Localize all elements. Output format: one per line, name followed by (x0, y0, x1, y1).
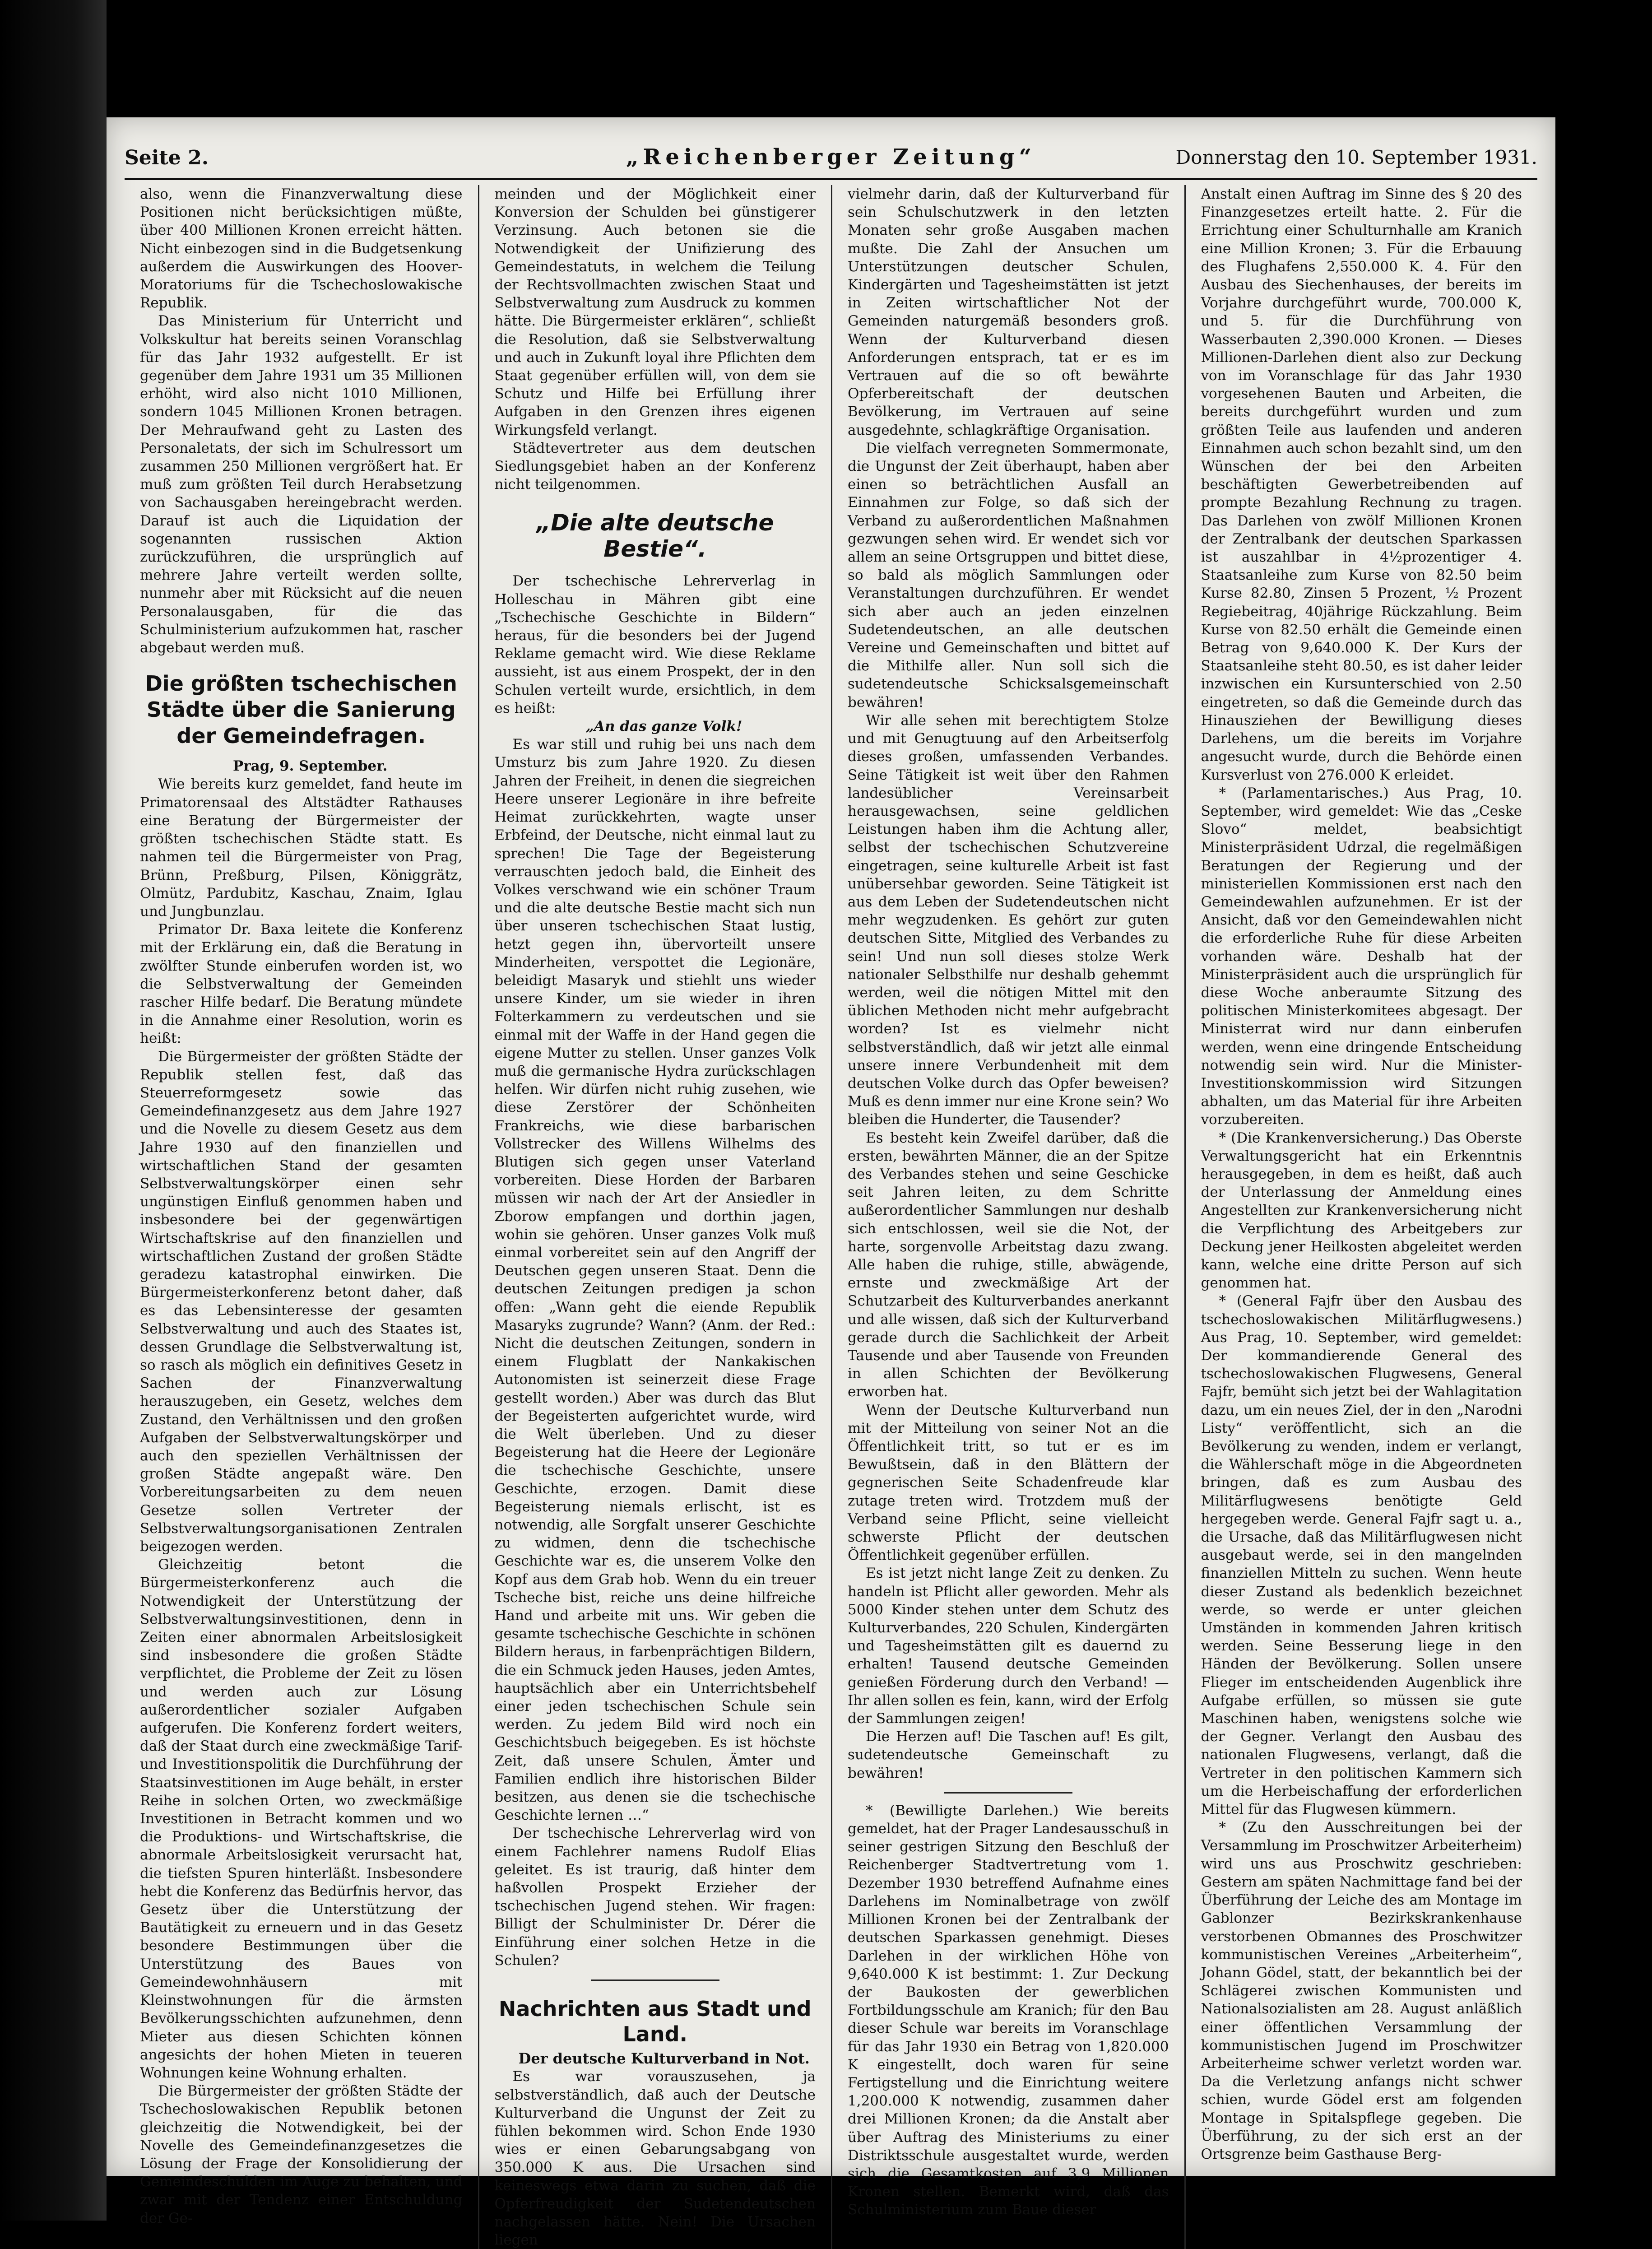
article-columns (125, 185, 1537, 2249)
issue-date: Donnerstag den 10. September 1931. (1175, 146, 1537, 168)
section-divider (944, 1792, 1072, 1794)
column-3 (831, 185, 1184, 2249)
quote-title: „An das ganze Volk! (586, 718, 742, 735)
section-heading-local-news: Nachrichten aus Stadt und Land. (498, 1997, 812, 2047)
column-2 (478, 185, 831, 2249)
column-4 (1184, 185, 1538, 2249)
paragraph: Die Bürgermeister der größten Städte der Tschechoslowakischen Republik betonen gleichzeitig die Notwendigkeit, bei der Novelle des Gemeindefinanzgesetzes die Lösung der Frage der Konsolidierung der Gemeindeschulden im Auge zu behalten, und zwar mit der Tendenz einer Entschuldung der Ge- (140, 2083, 463, 2226)
news-item: * (Bewilligte Darlehen.) Wie bereits gemeldet, hat der Prager Landesausschuß in seiner gestrigen Sitzung den Beschluß der Reichenberger Stadtvertretung vom 1. Dezember 1930 betreffend Aufnahme eines Darlehens im Nominalbetrage von zwölf Millionen Kronen bei der Zentralbank der deutschen Sparkassen genehmigt. Dieses Darlehen in der wirklichen Höhe von 9,640.000 K ist bestimmt: 1. Zur Deckung der Baukosten der gewerblichen Fortbildungsschule am Kranich; für den Bau dieser Schule war bereits im Voranschlage für das Jahr 1930 ein Betrag von 1,820.000 K eingestellt, doch waren für seine Fertigstellung und die Einrichtung weitere 1,200.000 K notwendig, zusammen daher drei Millionen Kronen; da die Anstalt aber über Auftrag des Ministeriums zu einer Distriktsschule ausgestaltet wurde, werden sich die Gesamtkosten auf 3,9 Millionen Kronen stellen. Bemerkt wird, daß das Schulministerium zum Baue dieser (848, 1802, 1169, 2218)
paragraph: Die vielfach verregneten Sommermonate, die Ungunst der Zeit überhaupt, haben aber einen so beträchtlichen Ausfall an Einnahmen zur Folge, so daß sich der Verband zu außerordentlichen Maßnahmen gezwungen sehen wird. Er wendet sich vor allem an seine Ortsgruppen und bittet diese, so bald als möglich Sammlungen oder Veranstaltungen durchzuführen. Er wendet sich aber auch an jeden einzelnen Sudetendeutschen, an alle deutschen Vereine und Gemeinschaften und bittet auf die Mithilfe aller. Nun soll sich die sudetendeutsche Schicksalsgemeinschaft bewähren! (848, 440, 1169, 711)
paragraph: Wie bereits kurz gemeldet, fand heute im Primatorensaal des Altstädter Rathauses eine Beratung der Bürgermeister der größten tschechischen Städte statt. Es nahmen teil die Bürgermeister von Prag, Brünn, Preßburg, Pilsen, Königgrätz, Olmütz, Pardubitz, Kaschau, Znaim, Iglau und Jungbunzlau. (140, 776, 463, 920)
paragraph: Es war vorauszusehen, ja selbstverständlich, daß auch der Deutsche Kulturverband die Ungunst der Zeit zu fühlen bekommen wird. Schon Ende 1930 wies er einen Gebarungsabgang von 350.000 K aus. Die Ursachen sind keineswegs etwa darin zu suchen, daß die Opferfreudigkeit der Sudetendeutschen nachgelassen hätte. Nein! Die Ursachen liegen (494, 2068, 816, 2249)
paragraph: Wir alle sehen mit berechtigtem Stolze und mit Genugtuung auf den Arbeitserfolg dieses großen, umfassenden Verbandes. Seine Tätigkeit ist weit über den Rahmen landesüblicher Vereinsarbeit herausgewachsen, seine geldlichen Leistungen haben ihm die Achtung aller, selbst der tschechischen Schutzvereine eingetragen, seine kulturelle Arbeit ist fast unübersehbar geworden. Seine Tätigkeit ist aus dem Leben der Sudetendeutschen nicht mehr wegzudenken. Es gehört zur guten deutschen Sitte, Mitglied des Verbandes zu sein! Und nun soll dieses stolze Werk nationaler Selbsthilfe nur deshalb gehemmt werden, weil die nötigen Mittel mit den üblichen Methoden nicht mehr aufgebracht worden? Ist es vielmehr nicht selbstverständlich, daß wir jetzt alle einmal unsere innere Verbundenheit mit dem deutschen Volke durch das Opfer beweisen? Muß es denn immer nur eine Krone sein? Wo bleiben die Hunderter, die Tausender? (848, 712, 1169, 1128)
paragraph: Die Herzen auf! Die Taschen auf! Es gilt, sudetendeutsche Gemeinschaft zu bewähren! (848, 1729, 1169, 1781)
paragraph: Es ist jetzt nicht lange Zeit zu denken. Zu handeln ist Pflicht aller geworden. Mehr als 5000 Kinder stehen unter dem Schutz des Kulturverbandes, 220 Schulen, Kindergärten und Tagesheimstätten gilt es dauernd zu erhalten! Tausend deutsche Gemeinden genießen Förderung durch den Verband! — Ihr allen sollen es fein, kann, wird der Erfolg der Sammlungen zeigen! (848, 1565, 1169, 1727)
news-item: * (General Fajfr über den Ausbau des tschechoslowakischen Militärflugwesens.) Aus Prag, 10. September, wird gemeldet: Der kommandierende General des tschechoslowakischen Flugwesens, General Fajfr, bemüht sich jetzt bei der Wahlagitation dazu, um ein neues Ziel, der in den „Narodni Listy“ veröffentlicht, sich an die Bevölkerung zu wenden, indem er verlangt, die Wählerschaft möge in die Abgeordneten bringen, daß es zum Ausbau des Militärflugwesens benötigte Geld hergegeben werde. General Fajfr sagt u. a., die Ursache, daß das Militärflugwesen nicht ausgebaut werde, sei in den mangelnden finanziellen Mitteln zu suchen. Wenn heute dieser Zustand als bedenklich bezeichnet werde, so werde er unter gleichen Umständen in kommenden Jahren kritisch werden. Seine Besserung liege in den Händen der Bevölkerung. Sollen unsere Flieger im entscheidenden Augenblick ihre Aufgabe erfüllen, so müssen sie gute Maschinen haben, wenigstens solche wie der Gegner. Verlangt den Ausbau des nationalen Flugwesens, verlangt, daß die Vertreter in den politischen Kammern sich um die Herbeischaffung der erforderlichen Mittel für das Flugwesen kümmern. (1201, 1293, 1522, 1818)
paragraph: Anstalt einen Auftrag im Sinne des § 20 des Finanzgesetzes erteilt hatte. 2. Für die Errichtung einer Schulturnhalle am Kranich eine Million Kronen; 3. Für die Erbauung des Flughafens 2,550.000 K. 4. Für den Ausbau des Siechenhauses, der bereits im Vorjahre durchgeführt wurde, 700.000 K, und 5. für die Durchführung von Wasserbauten 2,390.000 Kronen. — Dieses Millionen-Darlehen dient also zur Deckung von im Voranschlage für das Jahr 1930 vorgesehenen Bauten und Arbeiten, die bereits durchgeführt wurden und zum größten Teile aus laufenden und anderen Einnahmen auch schon bezahlt sind, um den Wünschen der bei den Arbeiten beschäftigten Gewerbetreibenden auf prompte Bezahlung Rechnung zu tragen. Das Darlehen von zwölf Millionen Kronen der Zentralbank der deutschen Sparkassen ist auszahlbar in 4½prozentiger 4. Staatsanleihe zum Kurse von 82.50 beim Kurse 82.80, Zinsen 5 Prozent, ½ Prozent Regiebeitrag, 40jährige Rückzahlung. Beim Kurse von 82.50 erhält die Gemeinde einen Betrag von 9,640.000 K. Der Kurs der Staatsanleihe steht 80.50, es ist daher leider inzwischen ein Kursunterschied von 2.50 eingetreten, so daß die Gemeinde durch das Hinausziehen der Bewilligung dieses Darlehens, um die bereits im Vorjahre angesucht wurde, durch die Behörde einen Kursverlust von 276.000 K erleidet. (1201, 186, 1522, 783)
news-item: * (Zu den Ausschreitungen bei der Versammlung im Proschwitzer Arbeiterheim) wird uns aus Proschwitz geschrieben: Gestern am späten Nachmittage fand bei der Überführung der Leiche des am Montage im Gablonzer Bezirkskrankenhause verstorbenen Obmannes des Proschwitzer kommunistischen Vereines „Arbeiterheim“, Johann Gödel, statt, der bekanntlich bei der Schlägerei zwischen Kommunisten und Nationalsozialisten am 28. August anläßlich einer öffentlichen Versammlung der kommunistischen Jugend im Proschwitzer Arbeiterheime schwer verletzt worden war. Da die Verletzung anfangs nicht schwer schien, wurde Gödel erst am folgenden Montage in Spitalspflege gegeben. Die Überführung, zu der sich erst an der Ortsgrenze beim Gasthause Berg- (1201, 1819, 1522, 2162)
paragraph: vielmehr darin, daß der Kulturverband für sein Schulschutzwerk in den letzten Monaten sehr große Ausgaben machen mußte. Die Zahl der Ansuchen um Unterstützungen deutscher Schulen, Kindergärten und Tagesheimstätten ist jetzt in Zeiten wirtschaftlicher Not der Gemeinden naturgemäß besonders groß. Wenn der Kulturverband diesen Anforderungen entsprach, tat er es im Vertrauen auf die so oft bewährte Opferbereitschaft der deutschen Bevölkerung, im Vertrauen auf seine ausgedehnte, schlagkräftige Organisation. (848, 186, 1169, 438)
news-item: * (Die Krankenversicherung.) Das Oberste Verwaltungsgericht hat ein Erkenntnis herausgegeben, in dem es heißt, daß auch der Unterlassung der Anmeldung eines Angestellten zur Krankenversicherung nicht die Verpflichtung des Arbeitgebers zur Deckung jener Heilkosten abgeleitet werden kann, welche eine dritte Person auf sich genommen hat. (1201, 1129, 1522, 1292)
paragraph: meinden und der Möglichkeit einer Konversion der Schulden bei günstigerer Verzinsung. Auch betonen sie die Notwendigkeit der Unifizierung des Gemeindestatuts, in welchem die Teilung der Rechtsvollmachten zwischen Staat und Selbstverwaltung zum Ausdruck zu kommen hätte. Die Bürgermeister erklären“, schließt die Resolution, daß sie Selbstverwaltung und auch in Zukunft loyal ihre Pflichten dem Staat gegenüber erfüllen will, von dem sie Schutz und Hilfe bei Erfüllung ihrer Aufgaben in den Grenzen ihres eigenen Wirkungsfeld verlangt. (494, 186, 816, 438)
news-item: * (Parlamentarisches.) Aus Prag, 10. September, wird gemeldet: Wie das „Ceske Slovo“ meldet, beabsichtigt Ministerpräsident Udrzal, die regelmäßigen Beratungen der Regierung und der ministeriellen Kommissionen erst nach den Gemeindewahlen aufzunehmen. Er ist der Ansicht, daß vor den Gemeindewahlen nicht die erforderliche Ruhe für diese Arbeiten vorhanden wäre. Deshalb hat der Ministerpräsident auch die ursprünglich für diese Woche anberaumte Sitzung des politischen Ministerkomitees abgesagt. Der Ministerrat wird nur dann einberufen werden, wenn eine dringende Entscheidung notwendig sein wird. Nur die Minister-Investitionskommission wird Sitzungen abhalten, um das Material für ihre Arbeiten vorzubereiten. (1201, 785, 1522, 1128)
column-1 (125, 185, 478, 2249)
paragraph: Städtevertreter aus dem deutschen Siedlungsgebiet haben an der Konferenz nicht teilgenommen. (494, 440, 816, 493)
paragraph: Der tschechische Lehrerverlag in Holleschau in Mähren gibt eine „Tschechische Geschichte in Bildern“ heraus, für die besonders bei der Jugend Reklame gemacht wird. Wie diese Reklame aussieht, ist aus einem Prospekt, der in den Schulen verteilt wurde, ersichtlich, in dem es heißt: (494, 573, 816, 716)
section-divider (591, 1979, 719, 1981)
headline-bestie: „Die alte deutsche Bestie“. (536, 510, 774, 562)
page-number: Seite 2. (125, 146, 209, 169)
page-header (125, 146, 1537, 180)
headline-staedte: Die größten tschechischen Städte über die Sanierung der Gemeindefragen. (145, 671, 457, 748)
paragraph: Wenn der Deutsche Kulturverband nun mit der Mitteilung von seiner Not an die Öffentlichkeit tritt, so tut er es im Bewußtsein, daß in den Blättern der gegnerischen Seite Schadenfreude klar zutage treten wird. Trotzdem muß der Verband seine Pflicht, seine vielleicht schwerste Pflicht der deutschen Öffentlichkeit gegenüber erfüllen. (848, 1402, 1169, 1564)
paragraph: Es war still und ruhig bei uns nach dem Umsturz bis zum Jahre 1920. Zu diesen Jahren der Freiheit, in denen die siegreichen Heere unserer Legionäre in ihre befreite Heimat zurückkehrten, wagte unser Erbfeind, der Deutsche, nicht einmal laut zu sprechen! Die Tage der Begeisterung verrauschten jedoch bald, die Einheit des Volkes verschwand wie ein schöner Traum und die alte deutsche Bestie macht sich nun über unseren tschechischen Staat lustig, hetzt gegen ihn, übervorteilt unsere Minderheiten, verspottet die Legionäre, beleidigt Masaryk und stiehlt uns wieder unsere Kinder, um sie wieder in ihren Folterkammern zu verdeutschen und sie einmal mit der Waffe in der Hand gegen die eigene Mutter zu stellen. Unser ganzes Volk muß die germanische Hydra zurückschlagen helfen. Wir dürfen nicht ruhig zusehen, wie diese Zerstörer der Schönheiten Frankreichs, wie diese barbarischen Vollstrecker des Willens Wilhelms des Blutigen sich gegen unser Vaterland vorbereiten. Diese Horden der Barbaren müssen wir nach der Art der Ansiedler in Zborow empfangen und dorthin jagen, wohin sie gehören. Unser ganzes Volk muß einmal vorbereitet sein auf den Angriff der Deutschen gegen unseren Staat. Denn die deutschen Zeitungen predigen ja schon offen: „Wann geht die eiende Republik Masaryks zugrunde? Wann? (Anm. der Red.: Nicht die deutschen Zeitungen, sondern in einem Flugblatt der Nankakischen Autonomisten ist seinerzeit diese Frage gestellt worden.) Aber was durch das Blut der Begeisterten aufgerichtet wurde, wird die Welt überleben. Und zu dieser Begeisterung hat die Heere der Legionäre die tschechische Geschichte, unsere Geschichte, erzogen. Damit diese Begeisterung niemals erlischt, ist es notwendig, alle Sorgfalt unserer Geschichte zu widmen, denn die tschechische Geschichte war es, die unserem Volke den Kopf aus dem Grab hob. Wenn du ein treuer Tscheche bist, reiche uns deine hilfreiche Hand und arbeite mit uns. Wir geben die gesamte tschechische Geschichte in schönen Bildern heraus, in farbenprächtigen Bildern, die ein Schmuck jeden Hauses, jeden Amtes, hauptsächlich aber ein Unterrichtsbehelf einer jeden tschechischen Schule sein werden. Zu jedem Bild wird noch ein Geschichtsbuch beigegeben. Es ist höchste Zeit, daß unsere Schulen, Ämter und Familien endlich ihre historischen Bilder besitzen, aus denen sie die tschechische Geschichte lernen …“ (494, 736, 816, 1824)
subheading-kulturverband: Der deutsche Kulturverband in Not. (518, 2050, 810, 2068)
paragraph: Die Bürgermeister der größten Städte der Republik stellen fest, daß das Steuerreformgesetz sowie das Gemeindefinanzgesetz aus dem Jahre 1927 und die Novelle zu diesem Gesetz aus dem Jahre 1930 auf den finanziellen und wirtschaftlichen Stand der gesamten Selbstverwaltungskörper einen sehr ungünstigen Einfluß genommen haben und insbesondere bei der gegenwärtigen Wirtschaftskrise auf den finanziellen und wirtschaftlichen Zustand der großen Städte geradezu katastrophal einwirken. Die Bürgermeisterkonferenz betont daher, daß es das Lebensinteresse der gesamten Selbstverwaltung und auch des Staates ist, dessen Grundlage die Selbstverwaltung ist, so rasch als möglich ein definitives Gesetz in Sachen der Finanzverwaltung herauszugeben, ein Gesetz, welches dem Zustand, den Verhältnissen und den großen Aufgaben der Selbstverwaltungskörper und auch den speziellen Verhältnissen der großen Städte angepaßt wäre. Den Vorbereitungsarbeiten zu dem neuen Gesetze sollen Vertreter der Selbstverwaltungsorganisationen Zentralen beigezogen werden. (140, 1048, 463, 1555)
scan-left-edge (0, 0, 107, 2221)
newspaper-title: „Reichenberger Zeitung“ (626, 144, 1036, 170)
paragraph: also, wenn die Finanzverwaltung diese Positionen nicht berücksichtigen müßte, über 400 Millionen Kronen erreicht hätten. Nicht einbezogen sind in die Budgetsenkung außerdem die Auswirkungen des Hoover-Moratoriums für die Tschechoslowakische Republik. (140, 186, 463, 311)
paragraph: Es besteht kein Zweifel darüber, daß die ersten, bewährten Männer, die an der Spitze des Verbandes stehen und seine Geschicke seit Jahren leiten, zu dem Schritte außerordentlicher Sammlungen nur deshalb sich entschlossen, weil sie die Not, der harte, sorgenvolle Arbeitstag dazu zwang. Alle haben die ruhige, stille, abwägende, ernste und zweckmäßige Art der Schutzarbeit des Kulturverbandes anerkannt und alle wissen, daß sich der Kulturverband gerade durch die Sachlichkeit der Arbeit Tausende und aber Tausende von Freunden in allen Schichten der Bevölkerung erworben hat. (848, 1129, 1169, 1400)
paragraph: Primator Dr. Baxa leitete die Konferenz mit der Erklärung ein, daß die Beratung in zwölfter Stunde einberufen worden ist, wo die Selbstverwaltung der Gemeinden rascher Hilfe bedarf. Die Beratung mündete in die Annahme einer Resolution, worin es heißt: (140, 921, 463, 1047)
paragraph: Gleichzeitig betont die Bürgermeisterkonferenz auch die Notwendigkeit der Unterstützung der Selbstverwaltungsinvestitionen, denn in Zeiten einer abnormalen Arbeitslosigkeit sind insbesondere die großen Städte verpflichtet, die Probleme der Zeit zu lösen und werden auch zur Lösung außerordentlicher sozialer Aufgaben aufgerufen. Die Konferenz fordert weiters, daß der Staat durch eine zweckmäßige Tarif- und Investitionspolitik die Durchführung der Staatsinvestitionen im Auge behält, in erster Reihe in solchen Orten, wo zweckmäßige Investitionen in Betracht kommen und wo die Produktions- und Wirtschaftskrise, die abnormale Arbeitslosigkeit verursacht hat, die tiefsten Spuren hinterläßt. Insbesondere hebt die Konferenz das Bedürfnis hervor, das Gesetz über die Unterstützung der Bautätigkeit zu erneuern und in das Gesetz besondere Bestimmungen über die Unterstützung des Baues von Gemeindewohnhäusern mit Kleinstwohnungen für die ärmsten Bevölkerungsschichten aufzunehmen, denn Mieter aus diesen Schichten können angesichts der hohen Mieten in teueren Wohnungen keine Wohnung erhalten. (140, 1557, 463, 2081)
dateline: Prag, 9. September. (233, 758, 388, 775)
paragraph: Der tschechische Lehrerverlag wird von einem Fachlehrer namens Rudolf Elias geleitet. Es ist traurig, daß hinter dem haßvollen Prospekt Erzieher der tschechischen Jugend stehen. Wir fragen: Billigt der Schulminister Dr. Dérer die Einführung einer solchen Hetze in die Schulen? (494, 1825, 816, 1969)
newspaper-page (107, 117, 1555, 2249)
paragraph: Das Ministerium für Unterricht und Volkskultur hat bereits seinen Voranschlag für das Jahr 1932 aufgestellt. Er ist gegenüber dem Jahre 1931 um 35 Millionen erhöht, wird also nicht 1010 Millionen, sondern 1045 Millionen Kronen betragen. Der Mehraufwand geht zu Lasten des Personaletats, der sich im Schulressort um zusammen 250 Millionen vergrößert hat. Er muß zum größten Teil durch Herabsetzung von Sachausgaben hereingebracht werden. Darauf ist auch die Liquidation der sogenannten russischen Aktion zurückzuführen, die ursprünglich auf mehrere Jahre verteilt werden sollte, nunmehr aber mit Rücksicht auf die neuen Personalausgaben, für die das Schulministerium aufzukommen hat, rascher abgebaut werden muß. (140, 313, 463, 656)
